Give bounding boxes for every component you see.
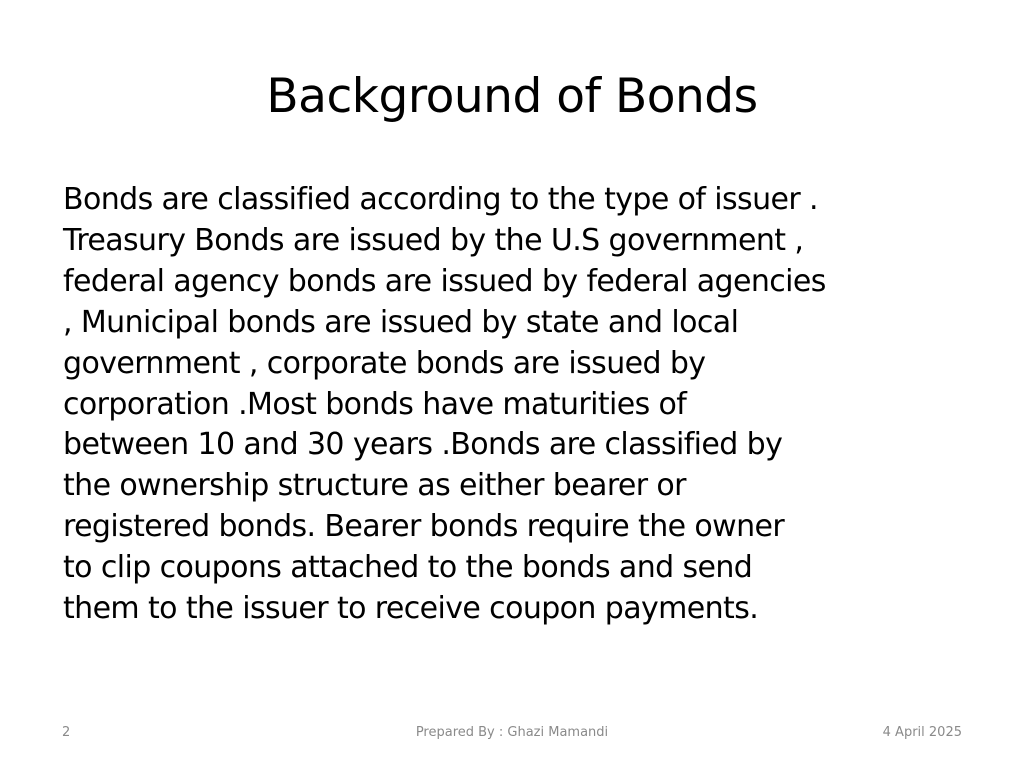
slide-body (63, 180, 983, 630)
body-text-line: corporation .Most bonds have maturities of (63, 386, 687, 422)
body-text-line: to clip coupons attached to the bonds and send (63, 550, 753, 586)
slide-title: Background of Bonds (266, 69, 758, 124)
body-text-line: between 10 and 30 years .Bonds are classified by (63, 427, 783, 463)
body-text-line: government , corporate bonds are issued by (63, 345, 706, 381)
body-text-line: federal agency bonds are issued by federal agencies (63, 263, 826, 299)
slide-number: 2 (62, 725, 71, 740)
body-text-line: Treasury Bonds are issued by the U.S government , (63, 222, 804, 258)
body-text-line: registered bonds. Bearer bonds require the owner (63, 509, 785, 545)
footer-date: 4 April 2025 (882, 725, 962, 740)
footer-author: Prepared By : Ghazi Mamandi (415, 725, 609, 740)
body-text-line: them to the issuer to receive coupon payments. (63, 591, 759, 627)
body-text-line: Bonds are classified according to the type of issuer . (63, 182, 818, 217)
body-text-line: the ownership structure as either bearer or (63, 468, 686, 504)
body-text-line: , Municipal bonds are issued by state and local (63, 304, 739, 340)
